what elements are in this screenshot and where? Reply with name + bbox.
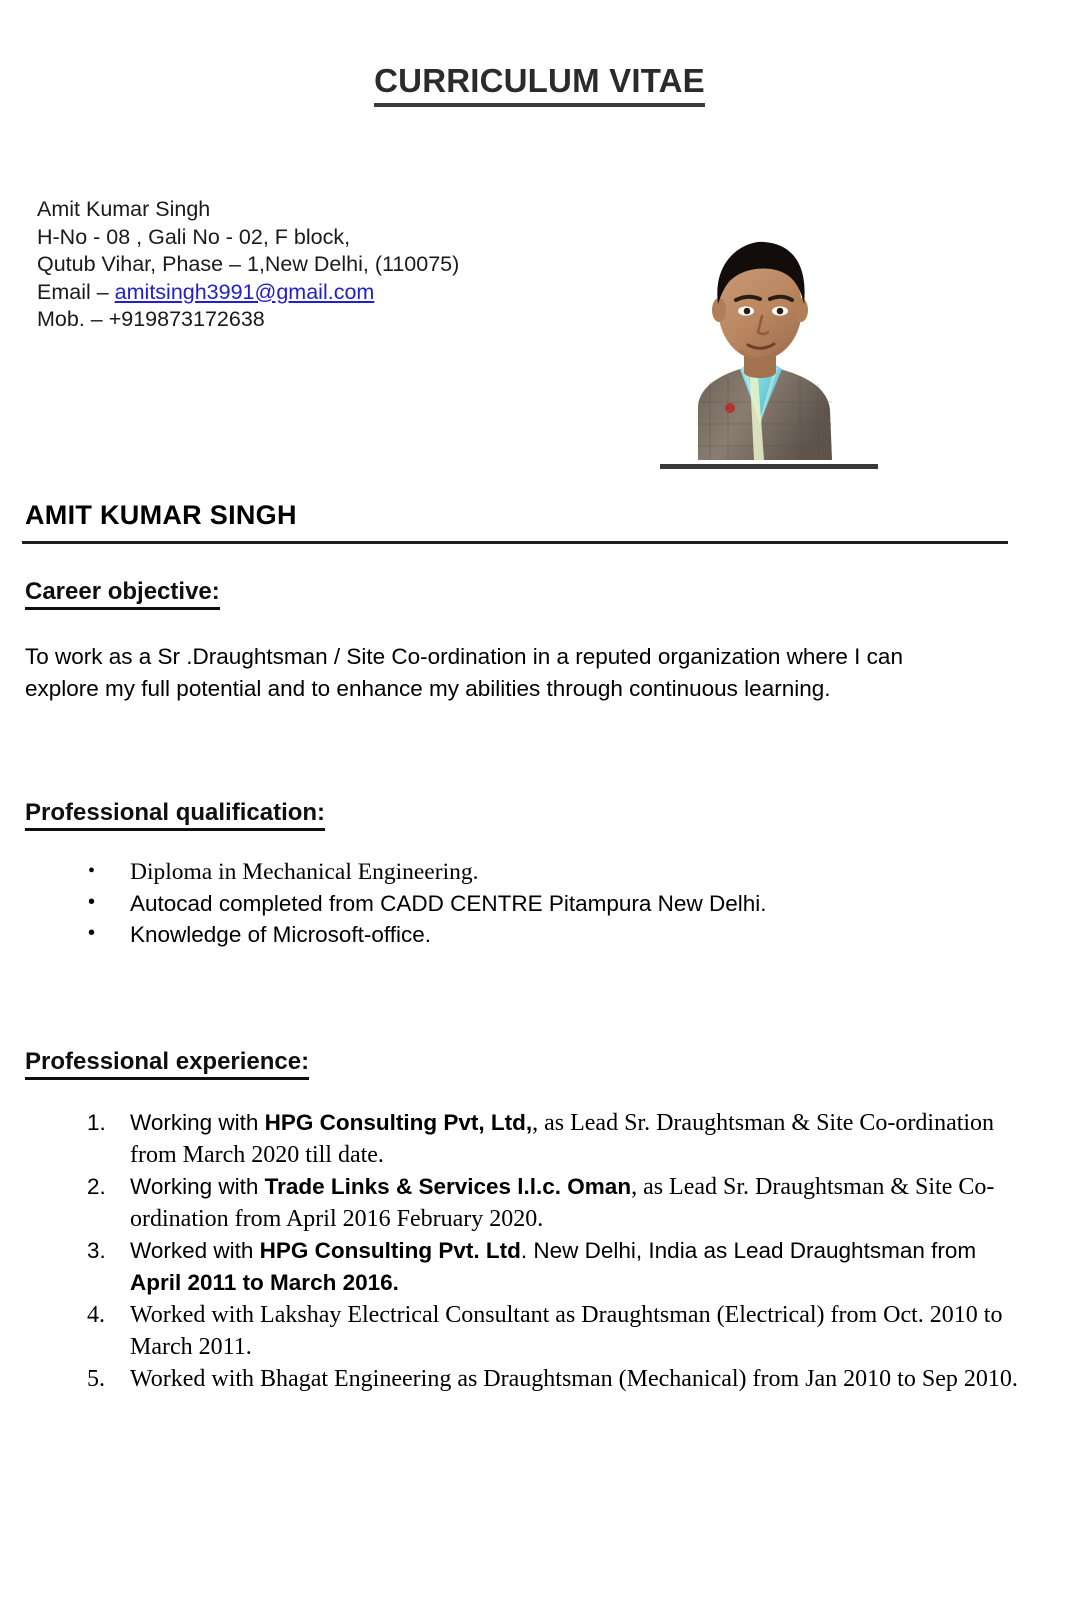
portrait-photo [640,212,880,460]
candidate-name-heading: AMIT KUMAR SINGH [25,500,297,530]
list-item [25,1171,1020,1235]
list-item [25,1299,1020,1363]
list-item: • Autocad completed from CADD CENTRE Pitampura New Delhi. [25,888,925,919]
section-heading-professional-qualification [25,799,325,831]
email-link[interactable]: amitsingh3991@gmail.com [114,279,375,304]
list-item-employer: HPG Consulting Pvt. Ltd [259,1238,521,1263]
email-label: Email – [37,279,115,304]
experience-list [25,1107,1020,1395]
list-item-prefix: Worked with [130,1238,260,1263]
list-item [25,1363,1020,1395]
contact-mobile: Mob. – +919873172638 [37,307,265,331]
qualification-list [25,857,925,950]
contact-block [37,196,557,334]
page-title-text: CURRICULUM VITAE [374,62,705,107]
photo-underline-rule [660,464,878,469]
contact-email-line [37,279,557,307]
list-item-number: 5. [87,1366,105,1392]
list-item-text: Worked with Lakshay Electrical Consultant as Draughtsman (Electrical) from Oct. 2010 to March 2011. [130,1302,1003,1360]
list-item-number: 3. [87,1238,106,1263]
contact-address-line-2: Qutub Vihar, Phase – 1,New Delhi, (110075) [37,252,460,276]
section-heading-professional-experience-text: Professional experience: [25,1048,309,1080]
list-item-text: Worked with Bhagat Engineering as Draughtsman (Mechanical) from Jan 2010 to Sep 2010. [130,1366,1018,1392]
section-heading-career-objective-text: Career objective: [25,578,220,610]
avatar [640,212,880,460]
list-item: • Diploma in Mechanical Engineering. [25,857,925,888]
contact-address-line-1: H-No - 08 , Gali No - 02, F block, [37,224,351,249]
name-divider-rule [22,541,1008,544]
list-item-dates: April 2011 to March 2016. [130,1270,399,1295]
section-heading-career-objective [25,578,220,610]
career-objective-body: To work as a Sr .Draughtsman / Site Co-ordination in a reputed organization where I can explore my full potential and to enhance my abilities through continuous learning. [25,644,903,701]
list-item-suffix: . New Delhi, India as Lead Draughtsman from [520,1238,977,1263]
list-item-suffix: , as Lead Sr. Draughtsman & Site Co-ordination from April 2016 February 2020. [130,1174,995,1232]
section-heading-professional-qualification-text: Professional qualification: [25,799,325,831]
list-item-number: 1. [87,1110,106,1135]
list-item [25,1235,1020,1299]
list-item-prefix: Working with [130,1110,265,1135]
list-item-prefix: Working with [130,1174,265,1199]
page-title [0,62,1079,107]
list-item-suffix: , as Lead Sr. Draughtsman & Site Co-ordination from March 2020 till date. [130,1110,995,1168]
list-item [25,1107,1020,1171]
contact-name: Amit Kumar Singh [37,197,211,221]
list-item-employer: HPG Consulting Pvt, Ltd, [264,1110,533,1135]
list-item: • Knowledge of Microsoft-office. [25,919,925,950]
photo-wrap [640,212,880,460]
list-item-number: 4. [87,1302,105,1328]
section-heading-professional-experience [25,1048,309,1080]
list-item-number: 2. [87,1174,106,1199]
list-item-employer: Trade Links & Services l.l.c. Oman [264,1174,632,1199]
